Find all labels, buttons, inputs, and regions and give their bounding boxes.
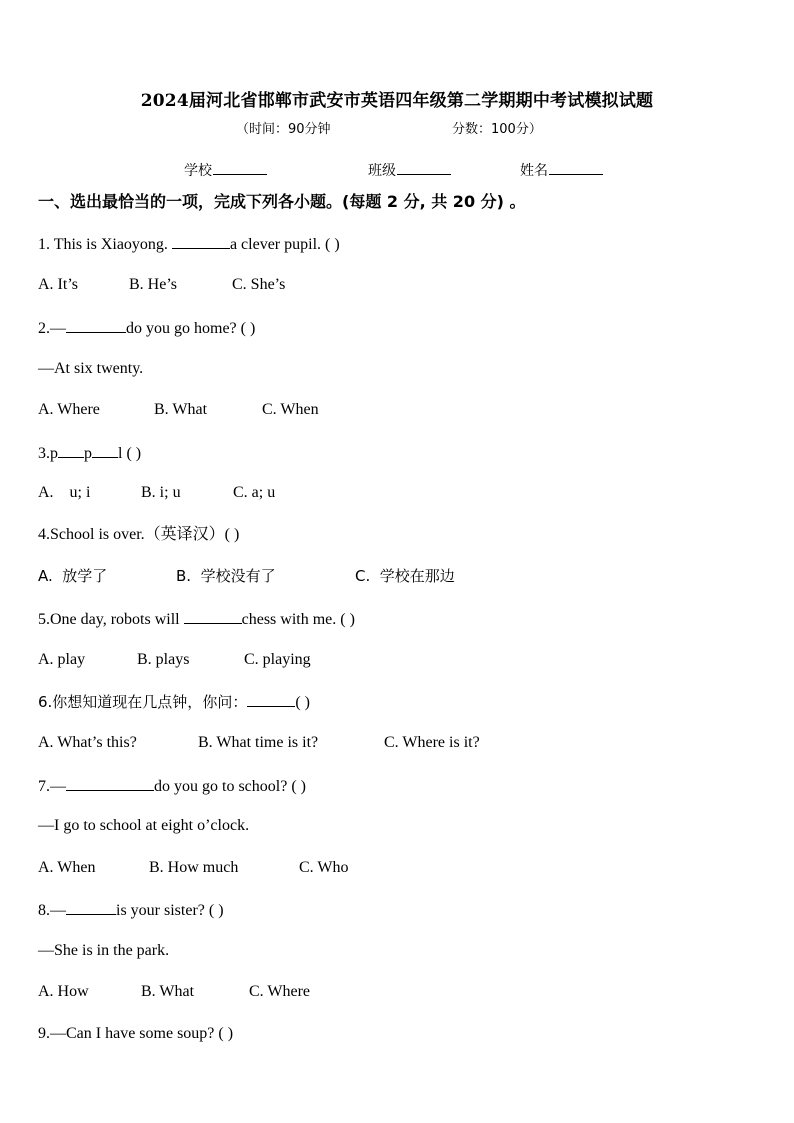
- question-6-stem: 6.你想知道现在几点钟，你问：: [38, 693, 248, 711]
- question-8-options: [38, 982, 310, 1002]
- question-5-stem: 5.One day, robots will: [38, 611, 184, 628]
- exam-title: 2024届河北省邯郸市武安市英语四年级第二学期期中考试模拟试题: [140, 91, 654, 111]
- option-a[interactable]: A. It’s: [38, 276, 78, 293]
- question-3: [38, 442, 141, 464]
- question-3-stem-mid: p: [84, 445, 92, 462]
- question-7-stem: 7.—: [38, 778, 66, 795]
- name-field: [520, 160, 603, 180]
- question-8: [38, 899, 224, 921]
- option-b[interactable]: B. What: [154, 401, 208, 418]
- question-4-options: [38, 566, 455, 586]
- question-3-options: [38, 483, 275, 503]
- question-3-blank-1[interactable]: [58, 442, 84, 458]
- question-8-stem: 8.—: [38, 902, 66, 919]
- option-c[interactable]: C. Where: [249, 983, 311, 1000]
- option-c[interactable]: C. Where is it?: [384, 734, 480, 751]
- question-6-stem-end: ( ): [295, 694, 310, 711]
- option-b[interactable]: B. 学校没有了: [176, 567, 276, 585]
- question-8-reply: —She is in the park.: [38, 942, 170, 959]
- question-5: [38, 608, 355, 630]
- question-7-reply: —I go to school at eight o’clock.: [38, 817, 250, 834]
- exam-time: （时间：90分钟: [236, 122, 331, 137]
- question-6-options: [38, 733, 480, 753]
- option-c[interactable]: C. Who: [299, 859, 349, 876]
- option-a[interactable]: A. What’s this?: [38, 734, 137, 751]
- question-2-stem: 2.—: [38, 320, 66, 337]
- question-4-stem: 4.School is over.（英译汉）( ): [38, 526, 240, 543]
- question-7: [38, 775, 306, 797]
- question-1-blank[interactable]: [172, 233, 230, 249]
- name-blank[interactable]: [549, 160, 603, 175]
- question-9: [38, 1024, 233, 1044]
- option-b[interactable]: B. What: [141, 983, 195, 1000]
- option-b[interactable]: B. i; u: [141, 484, 181, 501]
- option-c[interactable]: C. playing: [244, 651, 311, 668]
- option-c[interactable]: C. a; u: [233, 484, 276, 501]
- question-5-stem-end: chess with me. ( ): [241, 611, 355, 628]
- question-7-options: [38, 858, 348, 878]
- question-1-stem: 1. This is Xiaoyong.: [38, 236, 172, 253]
- option-a[interactable]: A. When: [38, 859, 96, 876]
- question-5-options: [38, 650, 311, 670]
- question-8-blank[interactable]: [66, 899, 116, 915]
- section-heading: 一、选出最恰当的一项，完成下列各小题。(每题 2 分, 共 20 分) 。: [38, 192, 526, 211]
- question-6-blank[interactable]: [247, 691, 295, 707]
- option-c[interactable]: C. She’s: [232, 276, 286, 293]
- option-a[interactable]: A. 放学了: [38, 567, 108, 585]
- exam-score: 分数：100分）: [452, 122, 542, 137]
- option-b[interactable]: B. How much: [149, 859, 239, 876]
- option-c[interactable]: C. When: [262, 401, 319, 418]
- question-2-stem-end: do you go home? ( ): [126, 320, 256, 337]
- option-a[interactable]: A. play: [38, 651, 86, 668]
- question-4: [38, 525, 239, 545]
- question-1-stem-end: a clever pupil. ( ): [229, 236, 340, 253]
- question-6: [38, 691, 310, 713]
- question-3-stem: 3.p: [38, 445, 58, 462]
- question-1-options: [38, 275, 285, 295]
- option-a[interactable]: A. How: [38, 983, 89, 1000]
- question-2: [38, 317, 255, 339]
- class-label: 班级: [368, 163, 396, 179]
- question-9-stem: 9.—Can I have some soup? ( ): [38, 1025, 234, 1042]
- option-b[interactable]: B. He’s: [129, 276, 177, 293]
- question-7-stem-end: do you go to school? ( ): [154, 778, 306, 795]
- question-2-blank[interactable]: [66, 317, 126, 333]
- question-3-stem-end: l ( ): [118, 445, 142, 462]
- question-8-stem-end: is your sister? ( ): [116, 902, 224, 919]
- school-label: 学校: [184, 163, 212, 179]
- option-c[interactable]: C. 学校在那边: [355, 567, 455, 585]
- name-label: 姓名: [520, 163, 548, 179]
- option-a[interactable]: A. u; i: [38, 484, 91, 501]
- school-blank[interactable]: [213, 160, 267, 175]
- school-field: [184, 160, 267, 180]
- option-b[interactable]: B. plays: [137, 651, 190, 668]
- question-7-blank[interactable]: [66, 775, 154, 791]
- question-2-reply: —At six twenty.: [38, 360, 144, 377]
- question-2-options: [38, 400, 319, 420]
- option-b[interactable]: B. What time is it?: [198, 734, 319, 751]
- class-field: [368, 160, 451, 180]
- question-5-blank[interactable]: [184, 608, 242, 624]
- option-a[interactable]: A. Where: [38, 401, 100, 418]
- question-3-blank-2[interactable]: [92, 442, 118, 458]
- class-blank[interactable]: [397, 160, 451, 175]
- question-1: [38, 233, 340, 255]
